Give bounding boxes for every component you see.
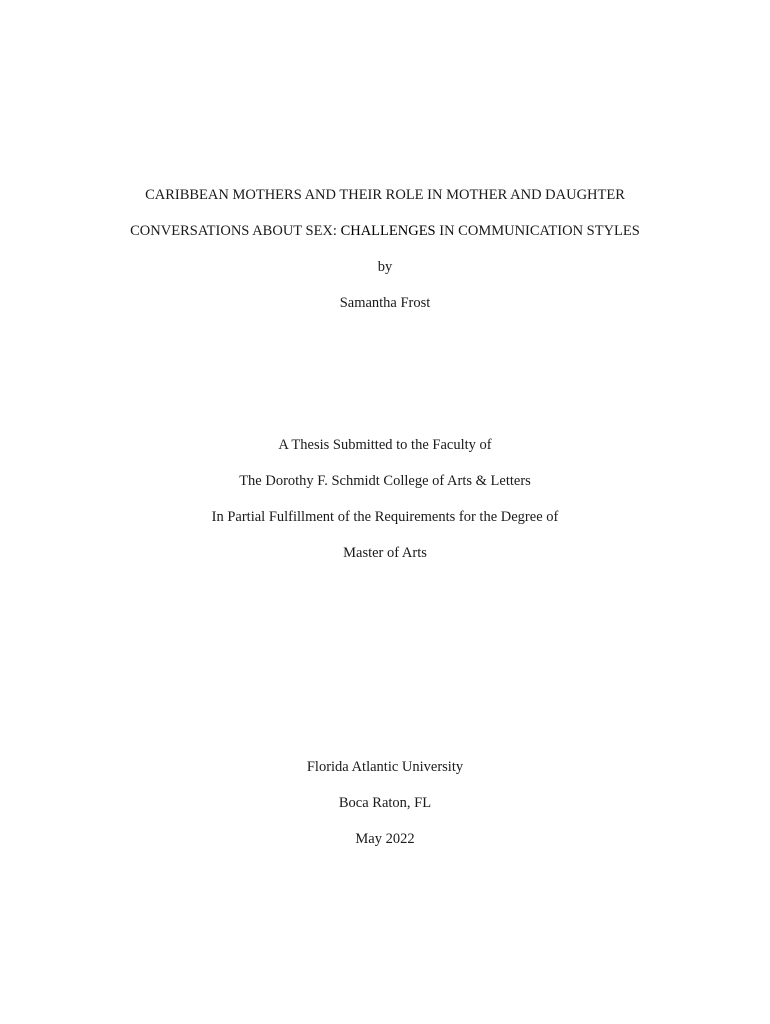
by-line: by (377, 259, 393, 275)
title-line-2-end: IN COMMUNICATION STYLES (435, 223, 640, 239)
title-line-2-start: CONVERSATIONS ABOUT SEX: (130, 223, 341, 239)
submission-line-3: In Partial Fulfillment of the Requirements for the Degree of (211, 509, 559, 525)
submission-line-2: The Dorothy F. Schmidt College of Arts & Letters (239, 473, 531, 489)
degree-name: Master of Arts (343, 545, 427, 561)
author-name: Samantha Frost (339, 295, 431, 311)
submission-date: May 2022 (355, 831, 415, 847)
title-line-2 (0, 222, 770, 240)
title-line-2-challenges: CHALLENGES (340, 223, 436, 239)
university-name: Florida Atlantic University (306, 759, 464, 775)
submission-line-1: A Thesis Submitted to the Faculty of (278, 437, 492, 453)
title-line-1: CARIBBEAN MOTHERS AND THEIR ROLE IN MOTHER AND DAUGHTER (145, 187, 625, 203)
university-location: Boca Raton, FL (338, 795, 432, 811)
